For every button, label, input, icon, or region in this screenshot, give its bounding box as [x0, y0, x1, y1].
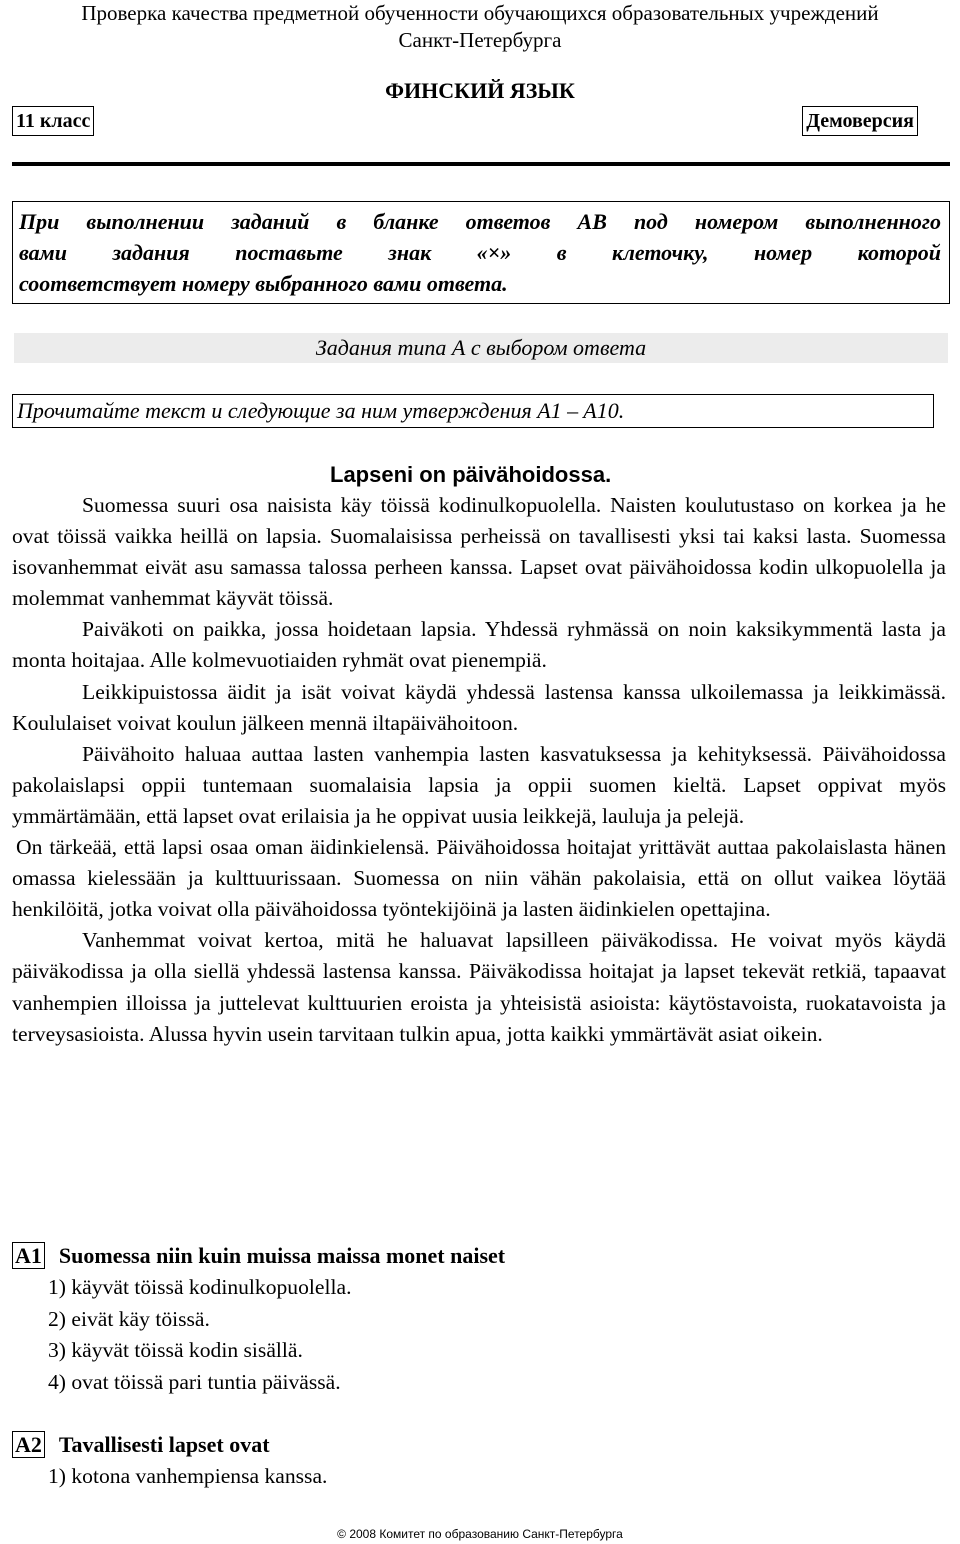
answer-option: 1) kotona vanhempiensa kanssa. — [48, 1464, 328, 1488]
question-number: A2 — [12, 1431, 45, 1458]
header-line-2: Санкт-Петербурга — [398, 28, 562, 52]
section-banner: Задания типа А с выбором ответа — [14, 333, 948, 363]
question-stem: Tavallisesti lapset ovat — [58, 1432, 270, 1457]
footer-copyright: © 2008 Комитет по образованию Санкт-Петербурга — [337, 1527, 623, 1541]
header-divider — [12, 162, 950, 166]
question-a1 — [12, 1240, 942, 1398]
instruction-line-3: соответствует номеру выбранного вами ответа. — [19, 271, 508, 296]
read-prompt: Прочитайте текст и следующие за ним утверждения A1 – A10. — [12, 394, 934, 428]
answer-options — [12, 1461, 942, 1493]
text-title: Lapseni on päivähoidossa. — [330, 462, 612, 487]
answer-option: 4) ovat töissä pari tuntia päivässä. — [48, 1369, 341, 1394]
text-paragraph: Paiväkoti on paikka, jossa hoidetaan lapsia. Yhdessä ryhmässä on noin kaksikymmentä lasta ja monta hoitajaa. Alle kolmevuotiaiden ryhmät ovat pienempiä. — [12, 617, 946, 673]
instruction-line-2: вами задания поставьте знак «×» в клеточку, номер которой — [19, 240, 941, 265]
answer-option: 3) käyvät töissä kodin sisällä. — [48, 1338, 303, 1362]
text-paragraph: Päivähoito haluaa auttaa lasten vanhempia lasten kasvatuksessa ja kehityksessä. Päivähoidossa pakolaislapsi oppii tuntemaan suomalaisia lapsia ja oppii suomen kieltä. Lapset oppivat myös ymmärtämään, että lapset ovat erilaisia ja he oppivat uusia leikkejä, lauluja ja pelejä. — [12, 741, 946, 828]
text-paragraph: On tärkeää, että lapsi osaa oman äidinkielensä. Päivähoidossa hoitajat yrittävät auttaa pakolaislasta hänen omassa kielessään ja kulttuurissaan. Suomessa on niin vähän pakolaisia, että on ollut vaikea löytää henkilöitä, jotka voivat olla päivähoidossa työntekijöinä ja lasten äidinkielen opettajina. — [12, 835, 946, 922]
instruction-line-1: При выполнении заданий в бланке ответов АВ под номером выполненного — [19, 209, 941, 234]
question-stem: Suomessa niin kuin muissa maissa monet naiset — [58, 1243, 506, 1268]
answer-option: 2) eivät käy töissä. — [48, 1306, 210, 1331]
answer-options — [12, 1272, 942, 1398]
question-a2-stem — [12, 1429, 942, 1461]
instruction-box — [12, 201, 950, 304]
answer-option: 1) käyvät töissä kodinulkopuolella. — [48, 1275, 352, 1299]
subject-title: ФИНСКИЙ ЯЗЫК — [385, 78, 575, 103]
question-a1-stem — [12, 1240, 942, 1272]
grade-label: 11 класс — [12, 106, 94, 136]
version-label: Демоверсия — [802, 106, 918, 136]
text-paragraph: Leikkipuistossa äidit ja isät voivat käydä yhdessä lastensa kanssa ulkoilemassa ja leikkimässä. Koululaiset voivat koulun jälkeen mennä iltapäivähoitoon. — [12, 679, 946, 735]
text-paragraph: Vanhemmat voivat kertoa, mitä he haluavat lapsilleen päiväkodissa. He voivat myös käydä päiväkodissa ja olla siellä yhdessä lastensa kanssa. Päiväkodissa hoitajat ja lapset tekevät retkiä, tapaavat vanhempien illoissa ja juttelevat kulttuurien eroista ja yhteisistä asioista: käytöstavoista, ruokatavoista ja terveysasioista. Alussa hyvin usein tarvitaan tulkin apua, jotta kaikki ymmärtävät asiat oikein. — [12, 928, 946, 1046]
header-line-1: Проверка качества предметной обученности обучающихся образовательных учреждений — [81, 1, 879, 25]
question-a2 — [12, 1429, 942, 1493]
text-paragraph: Suomessa suuri osa naisista käy töissä kodinulkopuolella. Naisten koulutustaso on korkea ja he ovat töissä vaikka heillä on lapsia. Suomalaisissa perheissä on tavallisesti yksi tai kaksi lasta. Suomessa isovanhemmat eivät asu samassa talossa perheen kanssa. Lapset ovat päivähoidossa kodin ulkopuolella ja molemmat vanhemmat käyvät töissä. — [12, 493, 946, 611]
reading-text — [12, 490, 946, 1050]
question-number: A1 — [12, 1242, 45, 1269]
